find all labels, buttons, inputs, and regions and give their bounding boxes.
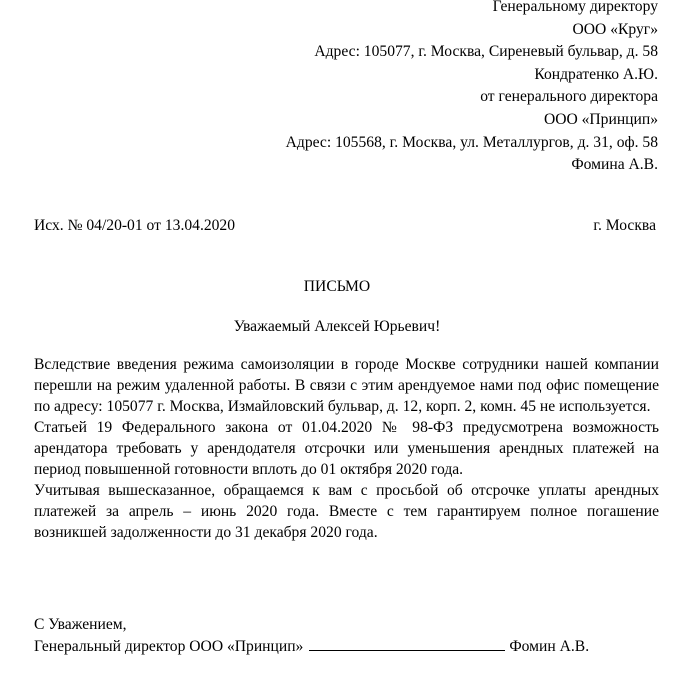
reference-line xyxy=(34,216,656,236)
addressee-line-position: Генеральному директору xyxy=(492,0,658,15)
signer-name: Фомин А.В. xyxy=(509,638,590,655)
signer-position: Генеральный директор ООО «Принцип» xyxy=(34,638,304,655)
addressee-line-address: Адрес: 105077, г. Москва, Сиреневый бульвар, д. 58 xyxy=(314,43,658,61)
body-paragraph: Вследствие введения режима самоизоляции в городе Москве сотрудники нашей компании перешли на режим удаленной работы. В связи с этим арендуемое нами под офис помещение по адресу: 105077 г. Москва, Измайловский бульвар, д. 12, корп. 2, комн. 45 не используется. xyxy=(34,356,659,415)
body-paragraph: Статьей 19 Федерального закона от 01.04.2020 № 98-ФЗ предусмотрена возможность арендатора требовать у арендодателя отсрочки или уменьшения арендных платежей на период повышенной готовности вплоть до 01 октября 2020 года. xyxy=(34,419,659,478)
sender-line-address: Адрес: 105568, г. Москва, ул. Металлургов, д. 31, оф. 58 xyxy=(285,133,658,151)
city: г. Москва xyxy=(593,217,656,234)
body-paragraph: Учитывая вышесказанное, обращаемся к вам с просьбой об отсрочке уплаты арендных платежей за апрель – июнь 2020 года. Вместе с тем гарантируем полное погашение возникшей задолженности до 31 декабря 2020 года. xyxy=(34,482,659,541)
sender-line-company: ООО «Принцип» xyxy=(543,110,658,128)
addressee-line-name: Кондратенко А.Ю. xyxy=(534,65,658,83)
signature-line xyxy=(309,635,505,651)
sender-line-position: от генерального директора xyxy=(480,88,658,106)
addressee-line-company: ООО «Круг» xyxy=(572,20,658,38)
document-title: ПИСЬМО xyxy=(303,278,371,295)
letter-body xyxy=(34,354,659,543)
sender-line-name: Фомина А.В. xyxy=(571,156,658,174)
closing-salutation: С Уважением, xyxy=(34,616,127,633)
outgoing-number: Исх. № 04/20-01 от 13.04.2020 xyxy=(34,217,236,234)
addressee-block xyxy=(286,0,658,177)
signature-row xyxy=(34,635,589,657)
greeting: Уважаемый Алексей Юрьевич! xyxy=(233,318,441,335)
